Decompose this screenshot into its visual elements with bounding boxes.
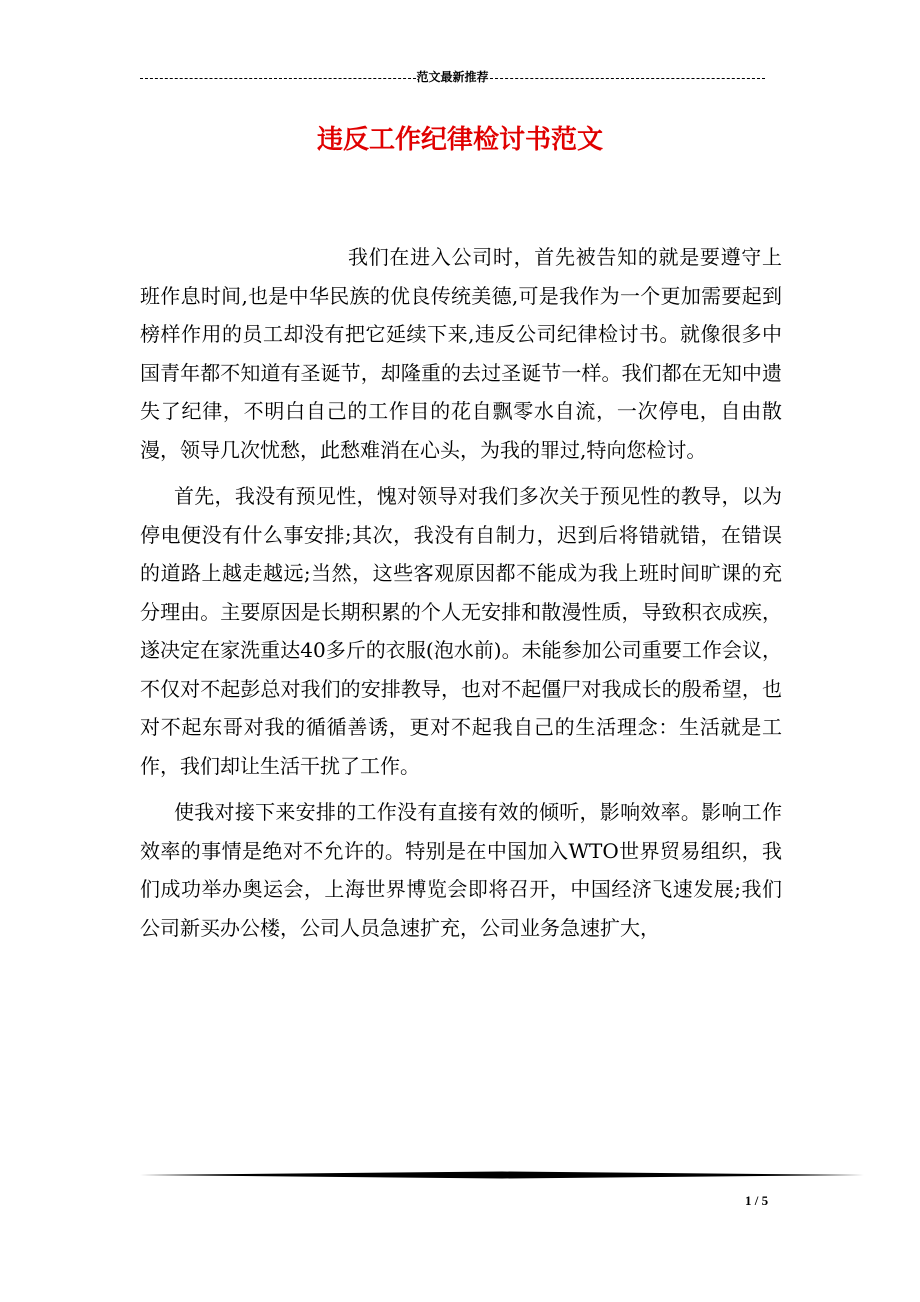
header-dash-right	[490, 78, 765, 79]
paragraph: 首先，我没有预见性，愧对领导对我们多次关于预见性的教导，以为停电便没有什么事安排;其次，我没有自制力，迟到后将错就错，在错误的道路上越走越远;当然，这些客观原因都不能成为我上班时间旷课的充分理由。主要原因是长期积累的个人无安排和散漫性质，导致积衣成疾，遂决定在家洗重达40多斤的衣服(泡水前)。未能参加公司重要工作会议，不仅对不起彭总对我们的安排教导，也对不起僵尸对我成长的殷希望，也对不起东哥对我的循循善诱，更对不起我自己的生活理念：生活就是工作，我们却让生活干扰了工作。	[140, 484, 782, 778]
paragraph: 使我对接下来安排的工作没有直接有效的倾听，影响效率。影响工作效率的事情是绝对不允许的。特别是在中国加入WTO世界贸易组织，我们成功举办奥运会，上海世界博览会即将召开，中国经济飞速发展;我们公司新买办公楼，公司人员急速扩充，公司业务急速扩大，	[140, 800, 782, 940]
paragraph: 我们在进入公司时，首先被告知的就是要遵守上班作息时间,也是中华民族的优良传统美德,可是我作为一个更加需要起到榜样作用的员工却没有把它延续下来,违反公司纪律检讨书。就像很多中国青年都不知道有圣诞节，却隆重的去过圣诞节一样。我们都在无知中遗失了纪律，不明白自己的工作目的花自飘零水自流，一次停电，自由散漫，领导几次忧愁，此愁难消在心头，为我的罪过,特向您检讨。	[140, 245, 782, 462]
footer-rule	[140, 1170, 864, 1180]
document-body	[140, 238, 782, 947]
page-header	[140, 68, 765, 86]
header-dash-left	[140, 78, 416, 79]
page-number: 1 / 5	[745, 1193, 769, 1208]
header-label: 范文最新推荐	[416, 70, 489, 84]
document-title: 违反工作纪律检讨书范文	[316, 125, 603, 155]
